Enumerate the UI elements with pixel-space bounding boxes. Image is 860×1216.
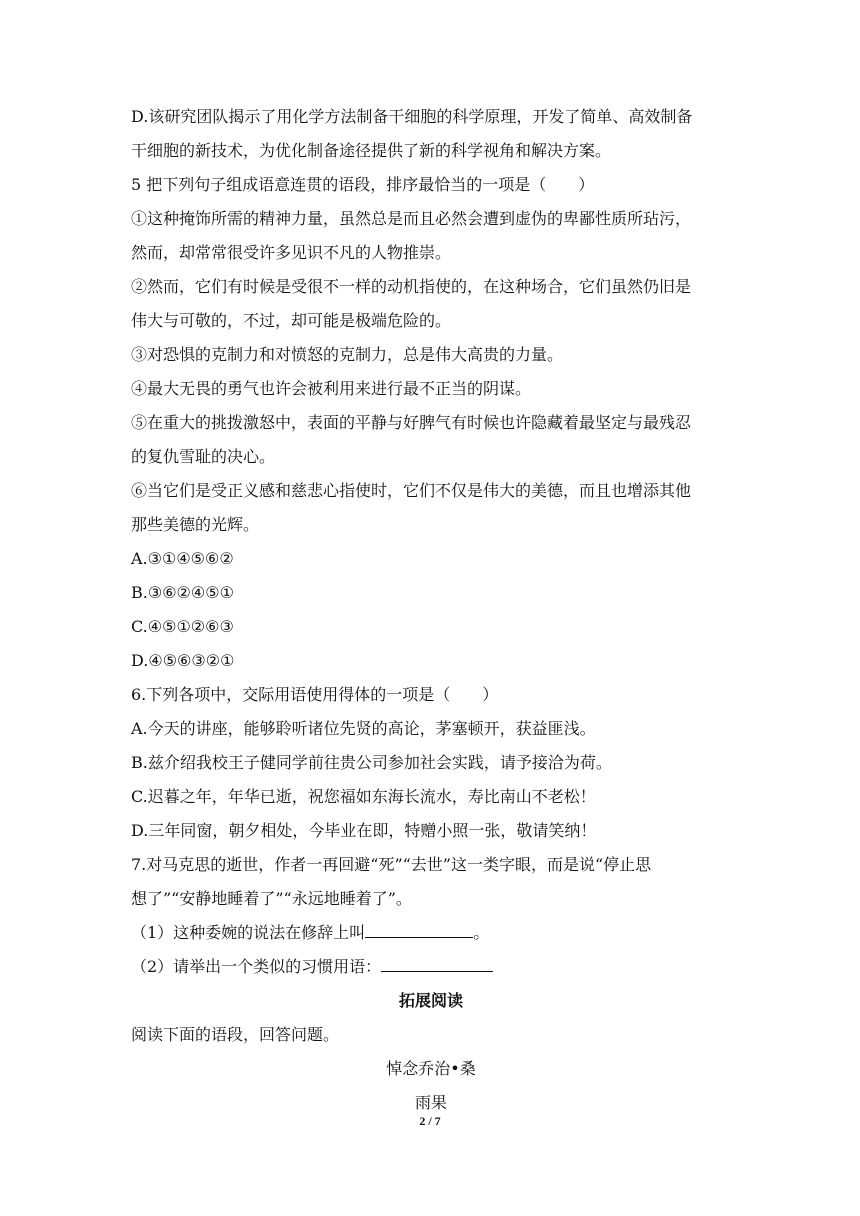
sentence-6-line-2: 那些美德的光辉。 (131, 515, 260, 534)
q7-sub-1-suffix: 。 (473, 923, 490, 942)
option-d-line-2: 干细胞的新技术，为优化制备途径提供了新的科学视角和解决方案。 (131, 141, 612, 160)
q5-option-d: D.④⑤⑥③②① (131, 651, 235, 670)
q5-option-c: C.④⑤①②⑥③ (131, 617, 234, 636)
sentence-1-line-1: ①这种掩饰所需的精神力量，虽然总是而且必然会遭到虚伪的卑鄙性质所玷污， (131, 209, 692, 228)
q7-sub-1 (131, 916, 731, 950)
q6-option-b: B.兹介绍我校王子健同学前往贵公司参加社会实践，请予接洽为荷。 (131, 753, 612, 772)
section-title: 拓展阅读 (398, 991, 463, 1010)
question-6-stem: 6.下列各项中，交际用语使用得体的一项是（ ） (131, 685, 499, 704)
question-7-stem-line-2: 想了”“安静地睡着了”“永远地睡着了”。 (131, 889, 412, 908)
question-7-stem-line-1: 7.对马克思的逝世，作者一再回避“死”“去世”这一类字眼，而是说“停止思 (131, 855, 652, 874)
page-content (131, 100, 731, 1120)
q6-option-a: A.今天的讲座，能够聆听诸位先贤的高论，茅塞顿开，获益匪浅。 (131, 719, 596, 738)
sentence-3: ③对恐惧的克制力和对愤怒的克制力，总是伟大高贵的力量。 (131, 345, 564, 364)
q7-sub-2-prefix: （2）请举出一个类似的习惯用语： (131, 957, 382, 976)
page-number: 2 / 7 (419, 1114, 441, 1128)
q5-option-a: A.③①④⑤⑥② (131, 549, 234, 568)
answer-blank-1[interactable] (365, 919, 473, 938)
sentence-6-line-1: ⑥当它们是受正义感和慈悲心指使时，它们不仅是伟大的美德，而且也增添其他 (131, 481, 692, 500)
q7-sub-2 (131, 950, 731, 984)
option-d-line-1: D.该研究团队揭示了用化学方法制备干细胞的科学原理，开发了简单、高效制备 (131, 107, 693, 126)
q6-option-c: C.迟暮之年，年华已逝，祝您福如东海长流水，寿比南山不老松！ (131, 787, 596, 806)
q7-sub-1-prefix: （1）这种委婉的说法在修辞上叫 (131, 923, 366, 942)
sentence-1-line-2: 然而，却常常很受许多见识不凡的人物推崇。 (131, 243, 452, 262)
answer-blank-2[interactable] (381, 953, 493, 972)
sentence-2-line-1: ②然而，它们有时候是受很不一样的动机指使的，在这种场合，它们虽然仍旧是 (131, 277, 692, 296)
article-author: 雨果 (414, 1093, 447, 1112)
q5-option-b: B.③⑥②④⑤① (131, 583, 234, 602)
q6-option-d: D.三年同窗，朝夕相处，今毕业在即，特赠小照一张，敬请笑纳！ (131, 821, 597, 840)
reading-instruction: 阅读下面的语段，回答问题。 (131, 1025, 340, 1044)
question-5-stem: 5 把下列句子组成语意连贯的语段，排序最恰当的一项是（ ） (131, 175, 595, 194)
sentence-5-line-1: ⑤在重大的挑拨激怒中，表面的平静与好脾气有时候也许隐藏着最坚定与最残忍 (131, 413, 692, 432)
article-title: 悼念乔治•桑 (386, 1059, 476, 1078)
sentence-4: ④最大无畏的勇气也许会被利用来进行最不正当的阴谋。 (131, 379, 532, 398)
sentence-5-line-2: 的复仇雪耻的决心。 (131, 447, 276, 466)
sentence-2-line-2: 伟大与可敬的，不过，却可能是极端危险的。 (131, 311, 452, 330)
